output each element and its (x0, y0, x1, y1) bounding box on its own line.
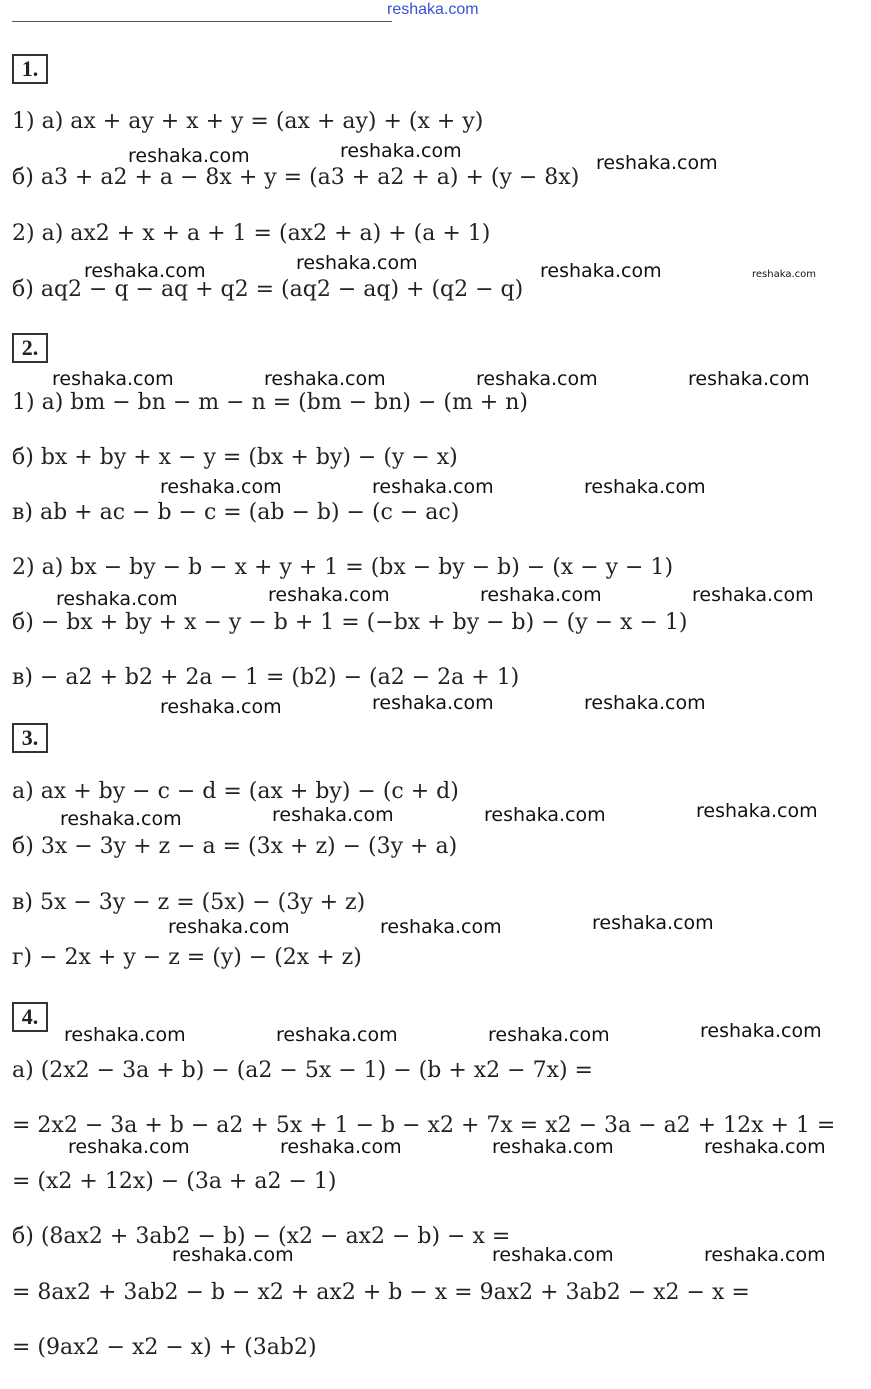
formula-line: = (9ax2 − x2 − x) + (3ab2) (12, 1335, 317, 1360)
formula-line: б) a3 + a2 + a − 8x + y = (a3 + a2 + a) + (y − 8x) (12, 165, 580, 190)
watermark: reshaka.com (692, 584, 814, 606)
header-rule (12, 21, 392, 22)
formula-line: б) bx + by + x − y = (bx + by) − (y − x) (12, 445, 458, 470)
formula-line: б) 3x − 3y + z − a = (3x + z) − (3y + a) (12, 834, 458, 859)
watermark: reshaka.com (276, 1024, 398, 1046)
watermark: reshaka.com (492, 1136, 614, 1158)
watermark: reshaka.com (372, 692, 494, 714)
watermark: reshaka.com (380, 916, 502, 938)
watermark: reshaka.com (160, 696, 282, 718)
formula-line: в) ab + ac − b − c = (ab − b) − (c − ac) (12, 500, 460, 525)
formula-line: 1) а) bm − bn − m − n = (bm − bn) − (m + n) (12, 390, 528, 415)
watermark: reshaka.com (584, 692, 706, 714)
watermark: reshaka.com (64, 1024, 186, 1046)
watermark: reshaka.com (584, 476, 706, 498)
formula-line: а) (2x2 − 3a + b) − (a2 − 5x − 1) − (b + x2 − 7x) = (12, 1058, 593, 1083)
formula-line: б) − bx + by + x − y − b + 1 = (−bx + by − b) − (y − x − 1) (12, 610, 688, 635)
task-number-2: 2. (12, 333, 48, 363)
watermark: reshaka.com (488, 1024, 610, 1046)
watermark: reshaka.com (372, 476, 494, 498)
watermark: reshaka.com (68, 1136, 190, 1158)
watermark: reshaka.com (264, 368, 386, 390)
watermark: reshaka.com (60, 808, 182, 830)
watermark: reshaka.com (704, 1136, 826, 1158)
formula-line: 1) а) ax + ay + x + y = (ax + ay) + (x + y) (12, 109, 484, 134)
formula-line: б) (8ax2 + 3ab2 − b) − (x2 − ax2 − b) − x = (12, 1224, 511, 1249)
task-number-1: 1. (12, 54, 48, 84)
watermark: reshaka.com (280, 1136, 402, 1158)
site-link[interactable]: reshaka.com (387, 1, 479, 18)
formula-line: = (x2 + 12x) − (3a + a2 − 1) (12, 1169, 337, 1194)
formula-line: в) 5x − 3y − z = (5x) − (3y + z) (12, 890, 366, 915)
watermark: reshaka.com (172, 1244, 294, 1266)
watermark: reshaka.com (168, 916, 290, 938)
formula-line: б) aq2 − q − aq + q2 = (aq2 − aq) + (q2 − q) (12, 277, 524, 302)
watermark: reshaka.com (480, 584, 602, 606)
watermark: reshaka.com (476, 368, 598, 390)
task-number-3: 3. (12, 723, 48, 753)
watermark: reshaka.com (128, 145, 250, 167)
watermark: reshaka.com (268, 584, 390, 606)
watermark: reshaka.com (52, 368, 174, 390)
watermark: reshaka.com (492, 1244, 614, 1266)
formula-line: 2) а) ax2 + x + a + 1 = (ax2 + a) + (a + 1) (12, 221, 491, 246)
watermark: reshaka.com (84, 260, 206, 282)
formula-line: = 8ax2 + 3ab2 − b − x2 + ax2 + b − x = 9ax2 + 3ab2 − x2 − x = (12, 1280, 750, 1305)
task-number-4: 4. (12, 1002, 48, 1032)
watermark: reshaka.com (596, 152, 718, 174)
watermark: reshaka.com (700, 1020, 822, 1042)
formula-line: 2) а) bx − by − b − x + y + 1 = (bx − by − b) − (x − y − 1) (12, 555, 674, 580)
watermark: reshaka.com (56, 588, 178, 610)
watermark: reshaka.com (592, 912, 714, 934)
watermark: reshaka.com (340, 140, 462, 162)
watermark: reshaka.com (540, 260, 662, 282)
watermark: reshaka.com (296, 252, 418, 274)
formula-line: в) − a2 + b2 + 2a − 1 = (b2) − (a2 − 2a + 1) (12, 665, 520, 690)
watermark: reshaka.com (752, 269, 816, 280)
formula-line: = 2x2 − 3a + b − a2 + 5x + 1 − b − x2 + 7x = x2 − 3a − a2 + 12x + 1 = (12, 1113, 836, 1138)
watermark: reshaka.com (272, 804, 394, 826)
watermark: reshaka.com (688, 368, 810, 390)
formula-line: а) ax + by − c − d = (ax + by) − (c + d) (12, 779, 459, 804)
watermark: reshaka.com (704, 1244, 826, 1266)
watermark: reshaka.com (696, 800, 818, 822)
formula-line: г) − 2x + y − z = (y) − (2x + z) (12, 945, 362, 970)
watermark: reshaka.com (160, 476, 282, 498)
watermark: reshaka.com (484, 804, 606, 826)
